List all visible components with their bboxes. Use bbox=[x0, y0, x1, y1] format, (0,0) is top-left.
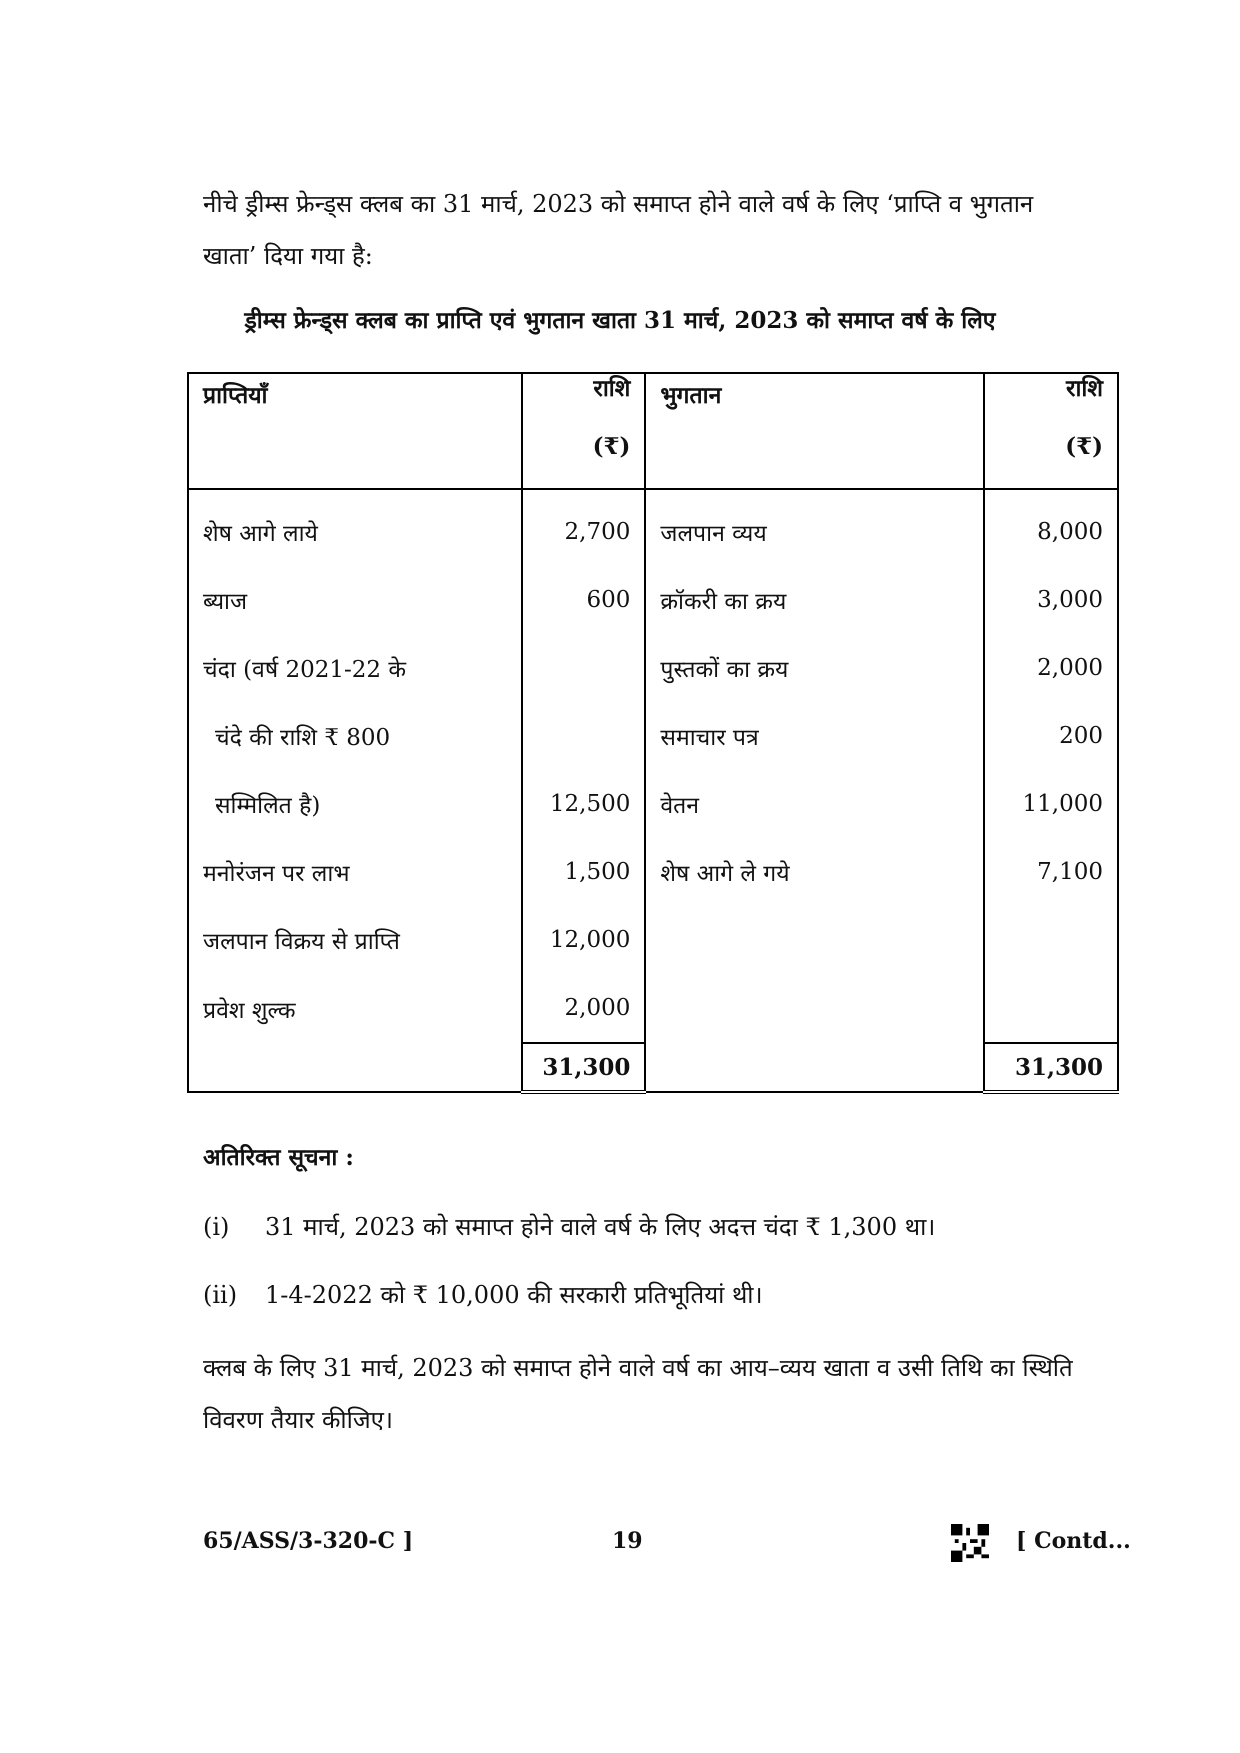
payments-header: भुगतान bbox=[645, 373, 984, 489]
receipt-item: मनोरंजन पर लाभ bbox=[188, 838, 522, 906]
payment-item: वेतन bbox=[645, 770, 984, 838]
receipt-item: चंदा (वर्ष 2021-22 के bbox=[188, 634, 522, 702]
intro-paragraph: नीचे ड्रीम्स फ्रेन्ड्स क्लब का 31 मार्च, 2023 को समाप्त होने वाले वर्ष के लिए ‘प्राप्ति व भुगतान खाता’ दिया गया है: bbox=[203, 190, 1034, 270]
payment-item: पुस्तकों का क्रय bbox=[645, 634, 984, 702]
receipt-amount: 1,500 bbox=[522, 838, 646, 906]
payment-item: क्रॉकरी का क्रय bbox=[645, 566, 984, 634]
rupee-label: (₹) bbox=[592, 433, 631, 460]
qr-code-icon bbox=[951, 1524, 989, 1562]
receipts-payments-account-table bbox=[187, 372, 1119, 1094]
table-row bbox=[188, 838, 1118, 906]
table-row bbox=[188, 566, 1118, 634]
receipt-amount: 12,000 bbox=[522, 906, 646, 974]
paper-code: 65/ASS/3-320-C ] bbox=[203, 1528, 414, 1554]
total-spacer bbox=[645, 1043, 984, 1092]
item-text: 1-4-2022 को ₹ 10,000 की सरकारी प्रतिभूतियां थी। bbox=[265, 1281, 763, 1309]
payment-amount: 3,000 bbox=[984, 566, 1118, 634]
payment-amount: 7,100 bbox=[984, 838, 1118, 906]
receipt-amount: 600 bbox=[522, 566, 646, 634]
receipts-total: 31,300 bbox=[522, 1043, 646, 1092]
receipt-amount bbox=[522, 702, 646, 770]
item-number: (i) bbox=[203, 1213, 230, 1241]
payment-amount: 200 bbox=[984, 702, 1118, 770]
rupee-label: (₹) bbox=[1065, 433, 1103, 460]
total-spacer bbox=[188, 1043, 522, 1092]
table-header-row bbox=[188, 373, 1118, 489]
receipt-item: चंदे की राशि ₹ 800 bbox=[188, 702, 522, 770]
payment-item: समाचार पत्र bbox=[645, 702, 984, 770]
payments-total: 31,300 bbox=[984, 1043, 1118, 1092]
payments-amount-header bbox=[984, 373, 1118, 489]
item-text: 31 मार्च, 2023 को समाप्त होने वाले वर्ष के लिए अदत्त चंदा ₹ 1,300 था। bbox=[265, 1213, 936, 1241]
additional-info-item bbox=[203, 1278, 763, 1311]
receipts-header: प्राप्तियाँ bbox=[188, 373, 522, 489]
additional-info-title: अतिरिक्त सूचना : bbox=[203, 1144, 354, 1171]
table-row bbox=[188, 974, 1118, 1043]
table-title: ड्रीम्स फ्रेन्ड्स क्लब का प्राप्ति एवं भुगतान खाता 31 मार्च, 2023 को समाप्त वर्ष के लिए bbox=[244, 307, 996, 334]
receipts-amount-header bbox=[522, 373, 646, 489]
table-row bbox=[188, 702, 1118, 770]
receipt-amount: 2,000 bbox=[522, 974, 646, 1043]
receipt-item: जलपान विक्रय से प्राप्ति bbox=[188, 906, 522, 974]
receipt-item: शेष आगे लाये bbox=[188, 489, 522, 566]
receipt-amount bbox=[522, 634, 646, 702]
receipt-item: प्रवेश शुल्क bbox=[188, 974, 522, 1043]
table-row bbox=[188, 489, 1118, 566]
receipt-item: सम्मिलित है) bbox=[188, 770, 522, 838]
payment-item: जलपान व्यय bbox=[645, 489, 984, 566]
total-row bbox=[188, 1043, 1118, 1092]
additional-info-item bbox=[203, 1210, 935, 1243]
payment-item bbox=[645, 974, 984, 1043]
amount-label: राशि bbox=[1066, 375, 1103, 402]
continued-label: [ Contd... bbox=[1016, 1528, 1131, 1554]
payment-amount: 11,000 bbox=[984, 770, 1118, 838]
amount-label: राशि bbox=[593, 375, 631, 402]
payment-item bbox=[645, 906, 984, 974]
table-row bbox=[188, 906, 1118, 974]
payment-amount: 8,000 bbox=[984, 489, 1118, 566]
payment-item: शेष आगे ले गये bbox=[645, 838, 984, 906]
receipt-amount: 12,500 bbox=[522, 770, 646, 838]
table-row bbox=[188, 770, 1118, 838]
instruction-paragraph: क्लब के लिए 31 मार्च, 2023 को समाप्त होने वाले वर्ष का आय–व्यय खाता व उसी तिथि का स्थिति विवरण तैयार कीजिए। bbox=[203, 1354, 1073, 1434]
item-number: (ii) bbox=[203, 1281, 238, 1309]
receipt-amount: 2,700 bbox=[522, 489, 646, 566]
payment-amount bbox=[984, 974, 1118, 1043]
payment-amount: 2,000 bbox=[984, 634, 1118, 702]
payment-amount bbox=[984, 906, 1118, 974]
page-number: 19 bbox=[612, 1528, 643, 1554]
receipt-item: ब्याज bbox=[188, 566, 522, 634]
table-row bbox=[188, 634, 1118, 702]
